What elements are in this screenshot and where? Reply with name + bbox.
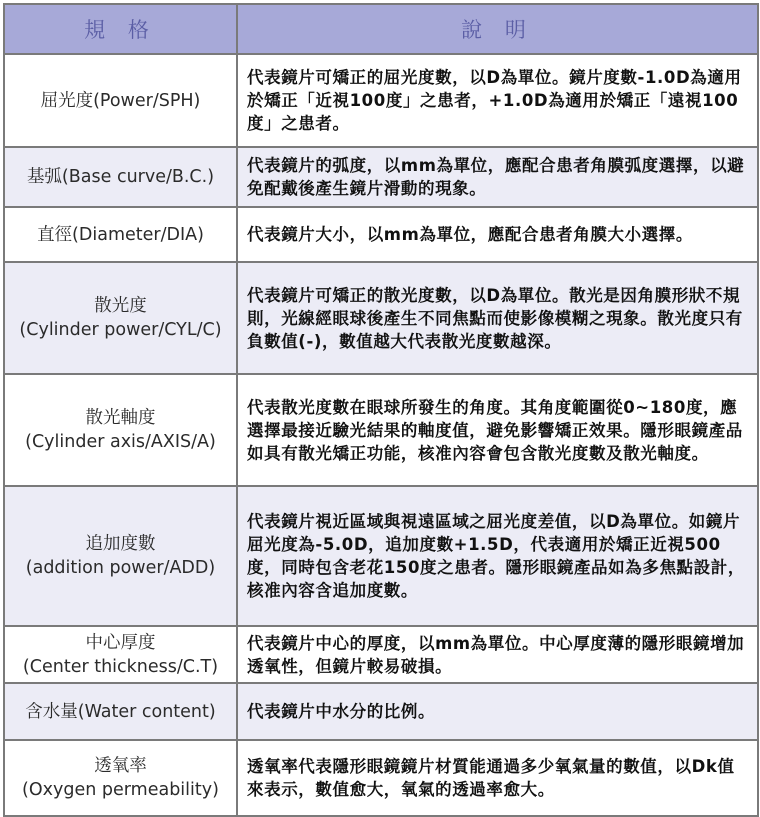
table-row-center-thickness <box>4 626 758 683</box>
desc-diameter: 代表鏡片大小，以mm為單位，應配合患者角膜大小選擇。 <box>237 207 758 262</box>
term-oxygen-permeability <box>4 740 237 816</box>
table-row-diameter <box>4 207 758 262</box>
table-row-addition-power <box>4 486 758 626</box>
term-water-content: 含水量(Water content) <box>4 683 237 740</box>
term-cylinder-power-en: (Cylinder power/CYL/C) <box>19 320 222 340</box>
term-addition-power-zh: 追加度數 <box>85 534 156 554</box>
term-cylinder-power <box>4 262 237 374</box>
term-center-thickness-en: (Center thickness/C.T) <box>22 656 219 677</box>
term-cylinder-power-zh: 散光度 <box>94 296 147 316</box>
table-row-cylinder-axis <box>4 374 758 486</box>
table-row-cylinder-power <box>4 262 758 374</box>
desc-base-curve: 代表鏡片的弧度，以mm為單位，應配合患者角膜弧度選擇，以避免配戴後產生鏡片滑動的現象。 <box>237 147 758 207</box>
term-center-thickness <box>4 626 237 683</box>
term-addition-power <box>4 486 237 626</box>
spec-table <box>3 3 759 817</box>
term-power: 屈光度(Power/SPH) <box>4 54 237 147</box>
desc-oxygen-permeability: 透氧率代表隱形眼鏡鏡片材質能通過多少氧氣量的數值，以Dk值來表示，數值愈大，氧氣的透過率愈大。 <box>237 740 758 816</box>
desc-water-content: 代表鏡片中水分的比例。 <box>237 683 758 740</box>
term-oxygen-permeability-en: (Oxygen permeability) <box>22 780 219 800</box>
term-diameter: 直徑(Diameter/DIA) <box>4 207 237 262</box>
term-cylinder-axis-en: (Cylinder axis/AXIS/A) <box>25 432 216 452</box>
desc-addition-power: 代表鏡片視近區域與視遠區域之屈光度差值，以D為單位。如鏡片屈光度為-5.0D，追加度數+1.5D，代表適用於矯正近視500度，同時包含老花150度之患者。隱形眼鏡產品如為多焦點設計，核准內容含追加度數。 <box>237 486 758 626</box>
term-cylinder-axis <box>4 374 237 486</box>
term-center-thickness-zh: 中心厚度 <box>85 632 156 653</box>
desc-cylinder-power: 代表鏡片可矯正的散光度數，以D為單位。散光是因角膜形狀不規則，光線經眼球後產生不同焦點而使影像模糊之現象。散光度只有負數值(-)，數值越大代表散光度數越深。 <box>237 262 758 374</box>
table-row-base-curve <box>4 147 758 207</box>
term-oxygen-permeability-zh: 透氧率 <box>94 756 147 776</box>
term-base-curve: 基弧(Base curve/B.C.) <box>4 147 237 207</box>
table-row-power <box>4 54 758 147</box>
term-addition-power-en: (addition power/ADD) <box>25 558 216 578</box>
header-description: 說 明 <box>237 4 758 54</box>
table-row-water-content <box>4 683 758 740</box>
desc-cylinder-axis: 代表散光度數在眼球所發生的角度。其角度範圍從0~180度，應選擇最接近驗光結果的軸度值，避免影響矯正效果。隱形眼鏡產品如具有散光矯正功能，核准內容會包含散光度數及散光軸度。 <box>237 374 758 486</box>
table-row-oxygen-permeability <box>4 740 758 816</box>
desc-power: 代表鏡片可矯正的屈光度數，以D為單位。鏡片度數-1.0D為適用於矯正「近視100度」之患者，+1.0D為適用於矯正「遠視100度」之患者。 <box>237 54 758 147</box>
table-header-row <box>4 4 758 54</box>
desc-center-thickness: 代表鏡片中心的厚度，以mm為單位。中心厚度薄的隱形眼鏡增加透氧性，但鏡片較易破損。 <box>237 626 758 683</box>
term-cylinder-axis-zh: 散光軸度 <box>85 408 156 428</box>
header-spec: 規 格 <box>4 4 237 54</box>
